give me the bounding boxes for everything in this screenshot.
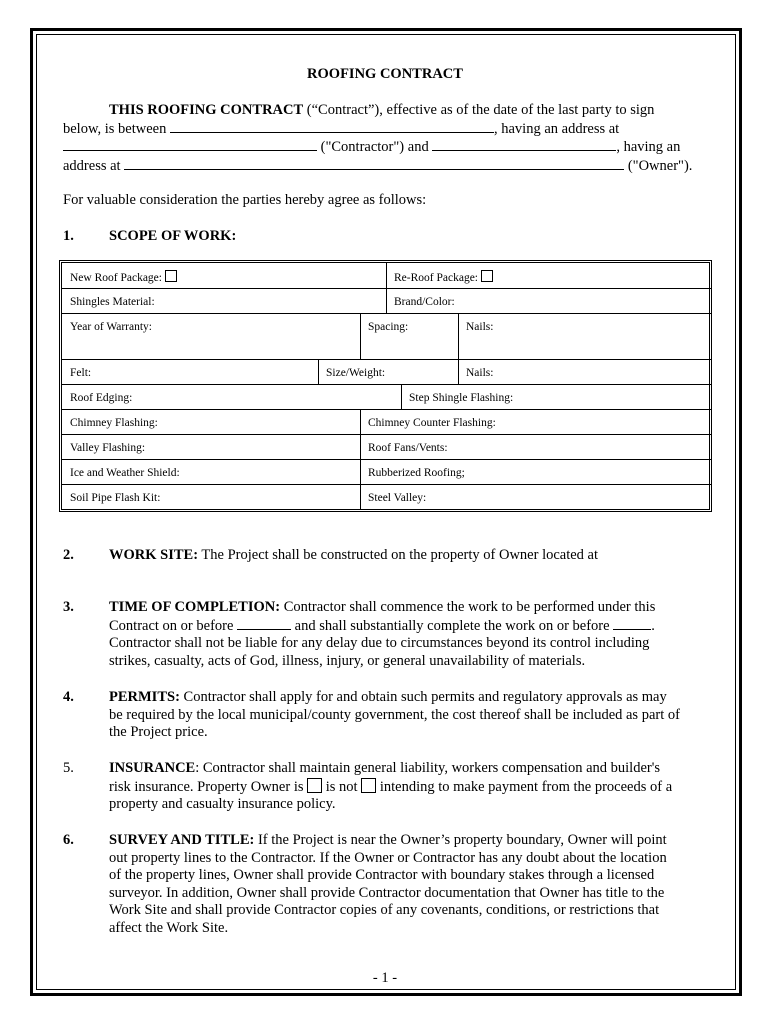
section3-line2-c: . (651, 617, 655, 634)
section2-body: The Project shall be constructed on the property of Owner located at (201, 547, 599, 563)
roof-fans-label: Roof Fans/Vents: (368, 442, 448, 454)
chimney-flashing-label: Chimney Flashing: (70, 417, 158, 429)
section6-line5: Work Site and shall provide Contractor copies of any covenants, conditions, or restrictions that (109, 902, 660, 919)
table-row (62, 384, 711, 409)
section6-line4: surveyor. In addition, Owner shall provide Contractor documentation that Owner has title to the (109, 884, 665, 901)
rubberized-label: Rubberized Roofing; (368, 467, 465, 479)
section5-line1: : Contractor shall maintain general liability, workers compensation and builder's (195, 760, 660, 776)
section5-heading: INSURANCE (109, 760, 196, 776)
brand-label: Brand/Color: (394, 296, 455, 308)
nails-label-2: Nails: (466, 367, 494, 379)
re-roof-label: Re-Roof Package: (394, 272, 478, 284)
section6-paragraph (109, 832, 707, 938)
shingles-label: Shingles Material: (70, 296, 155, 308)
section5-line2-c: intending to make payment from the proceeds of a (379, 778, 673, 795)
contractor-address-field[interactable] (63, 138, 317, 151)
intro-line3-a: ("Contractor") and (320, 139, 429, 156)
completion-date-field[interactable] (613, 617, 651, 630)
intro-line4-b: ("Owner"). (627, 157, 693, 174)
spacing-label: Spacing: (368, 321, 409, 333)
section4-line1: Contractor shall apply for and obtain such permits and regulatory approvals as may (183, 689, 667, 705)
section6-line1: If the Project is near the Owner’s property boundary, Owner will point (257, 832, 667, 848)
section4-paragraph (109, 689, 707, 742)
section6-heading: SURVEY AND TITLE: (109, 832, 255, 848)
section5-line2-a: risk insurance. Property Owner is (109, 778, 304, 795)
owner-name-field[interactable] (432, 138, 616, 151)
new-roof-cell (62, 263, 386, 288)
section6-line3: of the property lines, Owner shall provide Contractor with boundary stakes through a licensed (109, 867, 655, 884)
re-roof-cell (386, 263, 710, 288)
section1-number: 1. (63, 228, 74, 244)
new-roof-checkbox[interactable] (165, 270, 177, 282)
owner-is-not-checkbox[interactable] (361, 778, 376, 793)
table-row (62, 263, 711, 288)
section4-line3: the Project price. (109, 724, 208, 741)
section2-heading: WORK SITE: (109, 547, 199, 563)
section5-line2-b: is not (325, 778, 358, 795)
section3-number: 3. (63, 599, 74, 615)
soil-pipe-label: Soil Pipe Flash Kit: (70, 492, 161, 504)
section2-text (109, 547, 598, 565)
chimney-counter-label: Chimney Counter Flashing: (368, 417, 496, 429)
section5-number: 5. (63, 760, 74, 776)
new-roof-label: New Roof Package: (70, 272, 162, 284)
section5-line3: property and casualty insurance policy. (109, 796, 336, 813)
section3-line3: Contractor shall not be liable for any delay due to circumstances beyond its control including (109, 635, 650, 652)
section4-number: 4. (63, 689, 74, 705)
section1-heading: SCOPE OF WORK: (109, 228, 237, 244)
owner-address-field[interactable] (124, 157, 624, 170)
table-row (62, 459, 711, 484)
section6-line6: affect the Work Site. (109, 919, 229, 936)
intro-bold: THIS ROOFING CONTRACT (109, 102, 304, 118)
nails-label-1: Nails: (466, 321, 494, 333)
start-date-field[interactable] (237, 617, 291, 630)
table-row (62, 313, 711, 359)
intro-paragraph (63, 102, 708, 175)
section6-line2: out property lines to the Contractor. If the Owner or Contractor has any doubt about the location (109, 849, 667, 866)
valley-flashing-label: Valley Flashing: (70, 442, 146, 454)
contractor-name-field[interactable] (170, 120, 494, 133)
section6-number: 6. (63, 832, 74, 848)
table-row (62, 409, 711, 434)
section3-paragraph (109, 599, 707, 670)
table-row (62, 484, 711, 509)
table-row (62, 359, 711, 384)
intro-line4-a: address at (63, 157, 121, 174)
steel-valley-label: Steel Valley: (368, 492, 427, 504)
re-roof-checkbox[interactable] (481, 270, 493, 282)
section4-line2: be required by the local municipal/county government, the cost thereof shall be included as part of (109, 706, 680, 723)
section3-line2-b: and shall substantially complete the work on or before (294, 617, 610, 634)
size-weight-label: Size/Weight: (326, 367, 386, 379)
table-row (62, 288, 711, 313)
felt-label: Felt: (70, 367, 92, 379)
warranty-label: Year of Warranty: (70, 321, 153, 333)
section3-heading: TIME OF COMPLETION: (109, 599, 281, 615)
section5-paragraph (109, 760, 707, 814)
consideration-text: For valuable consideration the parties hereby agree as follows: (63, 192, 427, 208)
section3-line1: Contractor shall commence the work to be performed under this (283, 599, 656, 615)
section3-line4: strikes, casualty, acts of God, illness, injury, or general unavailability of materials. (109, 652, 586, 669)
intro-line3-b: , having an (616, 139, 681, 156)
section3-line2-a: Contract on or before (109, 617, 234, 634)
intro-line2-a: below, is between (63, 120, 167, 137)
roof-edging-label: Roof Edging: (70, 392, 133, 404)
step-shingle-label: Step Shingle Flashing: (409, 392, 514, 404)
document-title: ROOFING CONTRACT (307, 66, 463, 82)
scope-of-work-table (61, 262, 710, 510)
section2-number: 2. (63, 547, 74, 563)
intro-line1: (“Contract”), effective as of the date of the last party to sign (303, 102, 655, 118)
intro-line2-b: , having an address at (493, 120, 620, 137)
page-number: - 1 - (372, 970, 398, 986)
section4-heading: PERMITS: (109, 689, 180, 705)
table-row (62, 434, 711, 459)
owner-is-checkbox[interactable] (307, 778, 322, 793)
ice-shield-label: Ice and Weather Shield: (70, 467, 180, 479)
